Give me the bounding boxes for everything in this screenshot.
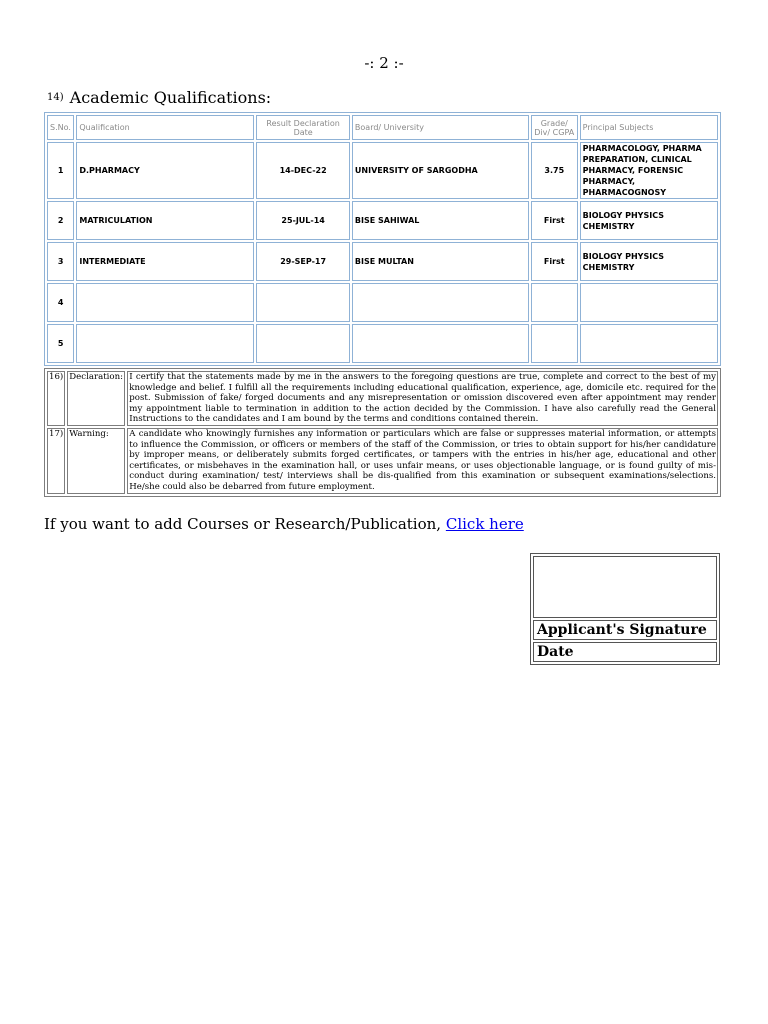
section-number: 14) xyxy=(47,92,64,103)
cell-board: UNIVERSITY OF SARGODHA xyxy=(352,142,529,199)
cell-sno: 2 xyxy=(47,201,74,240)
cell-board xyxy=(352,283,529,322)
table-header-row xyxy=(47,115,718,140)
cell-date: 14-DEC-22 xyxy=(256,142,350,199)
cell-qualification xyxy=(76,283,254,322)
date-label: Date xyxy=(533,642,717,662)
signature-box xyxy=(530,553,720,665)
courses-prompt xyxy=(44,515,524,533)
click-here-link[interactable]: Click here xyxy=(445,515,524,533)
table-row xyxy=(47,242,718,281)
warning-row xyxy=(47,428,718,494)
header-board: Board/ University xyxy=(352,115,529,140)
warning-number: 17) xyxy=(47,428,65,494)
table-row xyxy=(47,201,718,240)
table-row xyxy=(47,283,718,322)
cell-qualification: MATRICULATION xyxy=(76,201,254,240)
cell-qualification: INTERMEDIATE xyxy=(76,242,254,281)
cell-date: 29-SEP-17 xyxy=(256,242,350,281)
cell-board: BISE MULTAN xyxy=(352,242,529,281)
cell-date: 25-JUL-14 xyxy=(256,201,350,240)
cell-sno: 5 xyxy=(47,324,74,363)
cell-grade: First xyxy=(531,242,578,281)
cell-board: BISE SAHIWAL xyxy=(352,201,529,240)
cell-qualification: D.PHARMACY xyxy=(76,142,254,199)
declaration-text: I certify that the statements made by me in the answers to the foregoing questions are true, complete and correct to the best of my knowledge and belief. I fulfill all the requirements including educational qualification, experience, age, domicile etc. required for the post. Submission of fake/ forged documents and any misrepresentation or omission discovered even after appointment may render my appointment liable to termination in addition to the action decided by the Commission. I have also carefully read the General Instructions to the candidates and I am bound by the terms and conditions contained therein. xyxy=(129,372,716,425)
cell-board xyxy=(352,324,529,363)
cell-grade xyxy=(531,283,578,322)
declaration-row xyxy=(47,371,718,426)
cell-subjects: BIOLOGY PHYSICS CHEMISTRY xyxy=(580,201,718,240)
cell-subjects: PHARMACOLOGY, PHARMA PREPARATION, CLINICAL PHARMACY, FORENSIC PHARMACY, PHARMACOGNOSY xyxy=(580,142,718,199)
cell-subjects: BIOLOGY PHYSICS CHEMISTRY xyxy=(580,242,718,281)
cell-qualification xyxy=(76,324,254,363)
header-grade: Grade/ Div/ CGPA xyxy=(531,115,578,140)
cell-date xyxy=(256,324,350,363)
courses-text: If you want to add Courses or Research/Publication, xyxy=(44,515,446,533)
signature-area xyxy=(533,556,717,618)
page-number: -: 2 :- xyxy=(364,54,404,72)
cell-grade: 3.75 xyxy=(531,142,578,199)
declaration-label: Declaration: xyxy=(67,371,125,426)
cell-grade xyxy=(531,324,578,363)
header-subjects: Principal Subjects xyxy=(580,115,718,140)
table-row xyxy=(47,142,718,199)
declaration-number: 16) xyxy=(47,371,65,426)
declaration-table xyxy=(44,368,721,497)
header-result-date: Result Declaration Date xyxy=(256,115,350,140)
warning-label: Warning: xyxy=(67,428,125,494)
signature-label: Applicant's Signature xyxy=(533,620,717,640)
warning-text: A candidate who knowingly furnishes any information or particulars which are false or suppresses material information, or attempts to influence the Commission, or officers or members of the staff of the Commission, or tries to obtain support for his/her candidature by improper means, or deliberately submits forged certificates, or tampers with the entries in his/her age, educational and other certificates, or misbehaves in the examination hall, or uses unfair means, or uses objectionable language, or is found guilty of mis-conduct during examination/ test/ interviews shall be dis-qualified from this examination or subsequent examinations/selections. He/she could also be debarred from future employment. xyxy=(129,428,716,492)
cell-subjects xyxy=(580,324,718,363)
table-row xyxy=(47,324,718,363)
cell-sno: 4 xyxy=(47,283,74,322)
cell-subjects xyxy=(580,283,718,322)
section-title: Academic Qualifications: xyxy=(69,88,272,107)
cell-date xyxy=(256,283,350,322)
cell-sno: 1 xyxy=(47,142,74,199)
cell-grade: First xyxy=(531,201,578,240)
qualifications-table xyxy=(44,112,721,366)
cell-sno: 3 xyxy=(47,242,74,281)
section-heading xyxy=(47,88,271,107)
header-qualification: Qualification xyxy=(76,115,254,140)
header-sno: S.No. xyxy=(47,115,74,140)
